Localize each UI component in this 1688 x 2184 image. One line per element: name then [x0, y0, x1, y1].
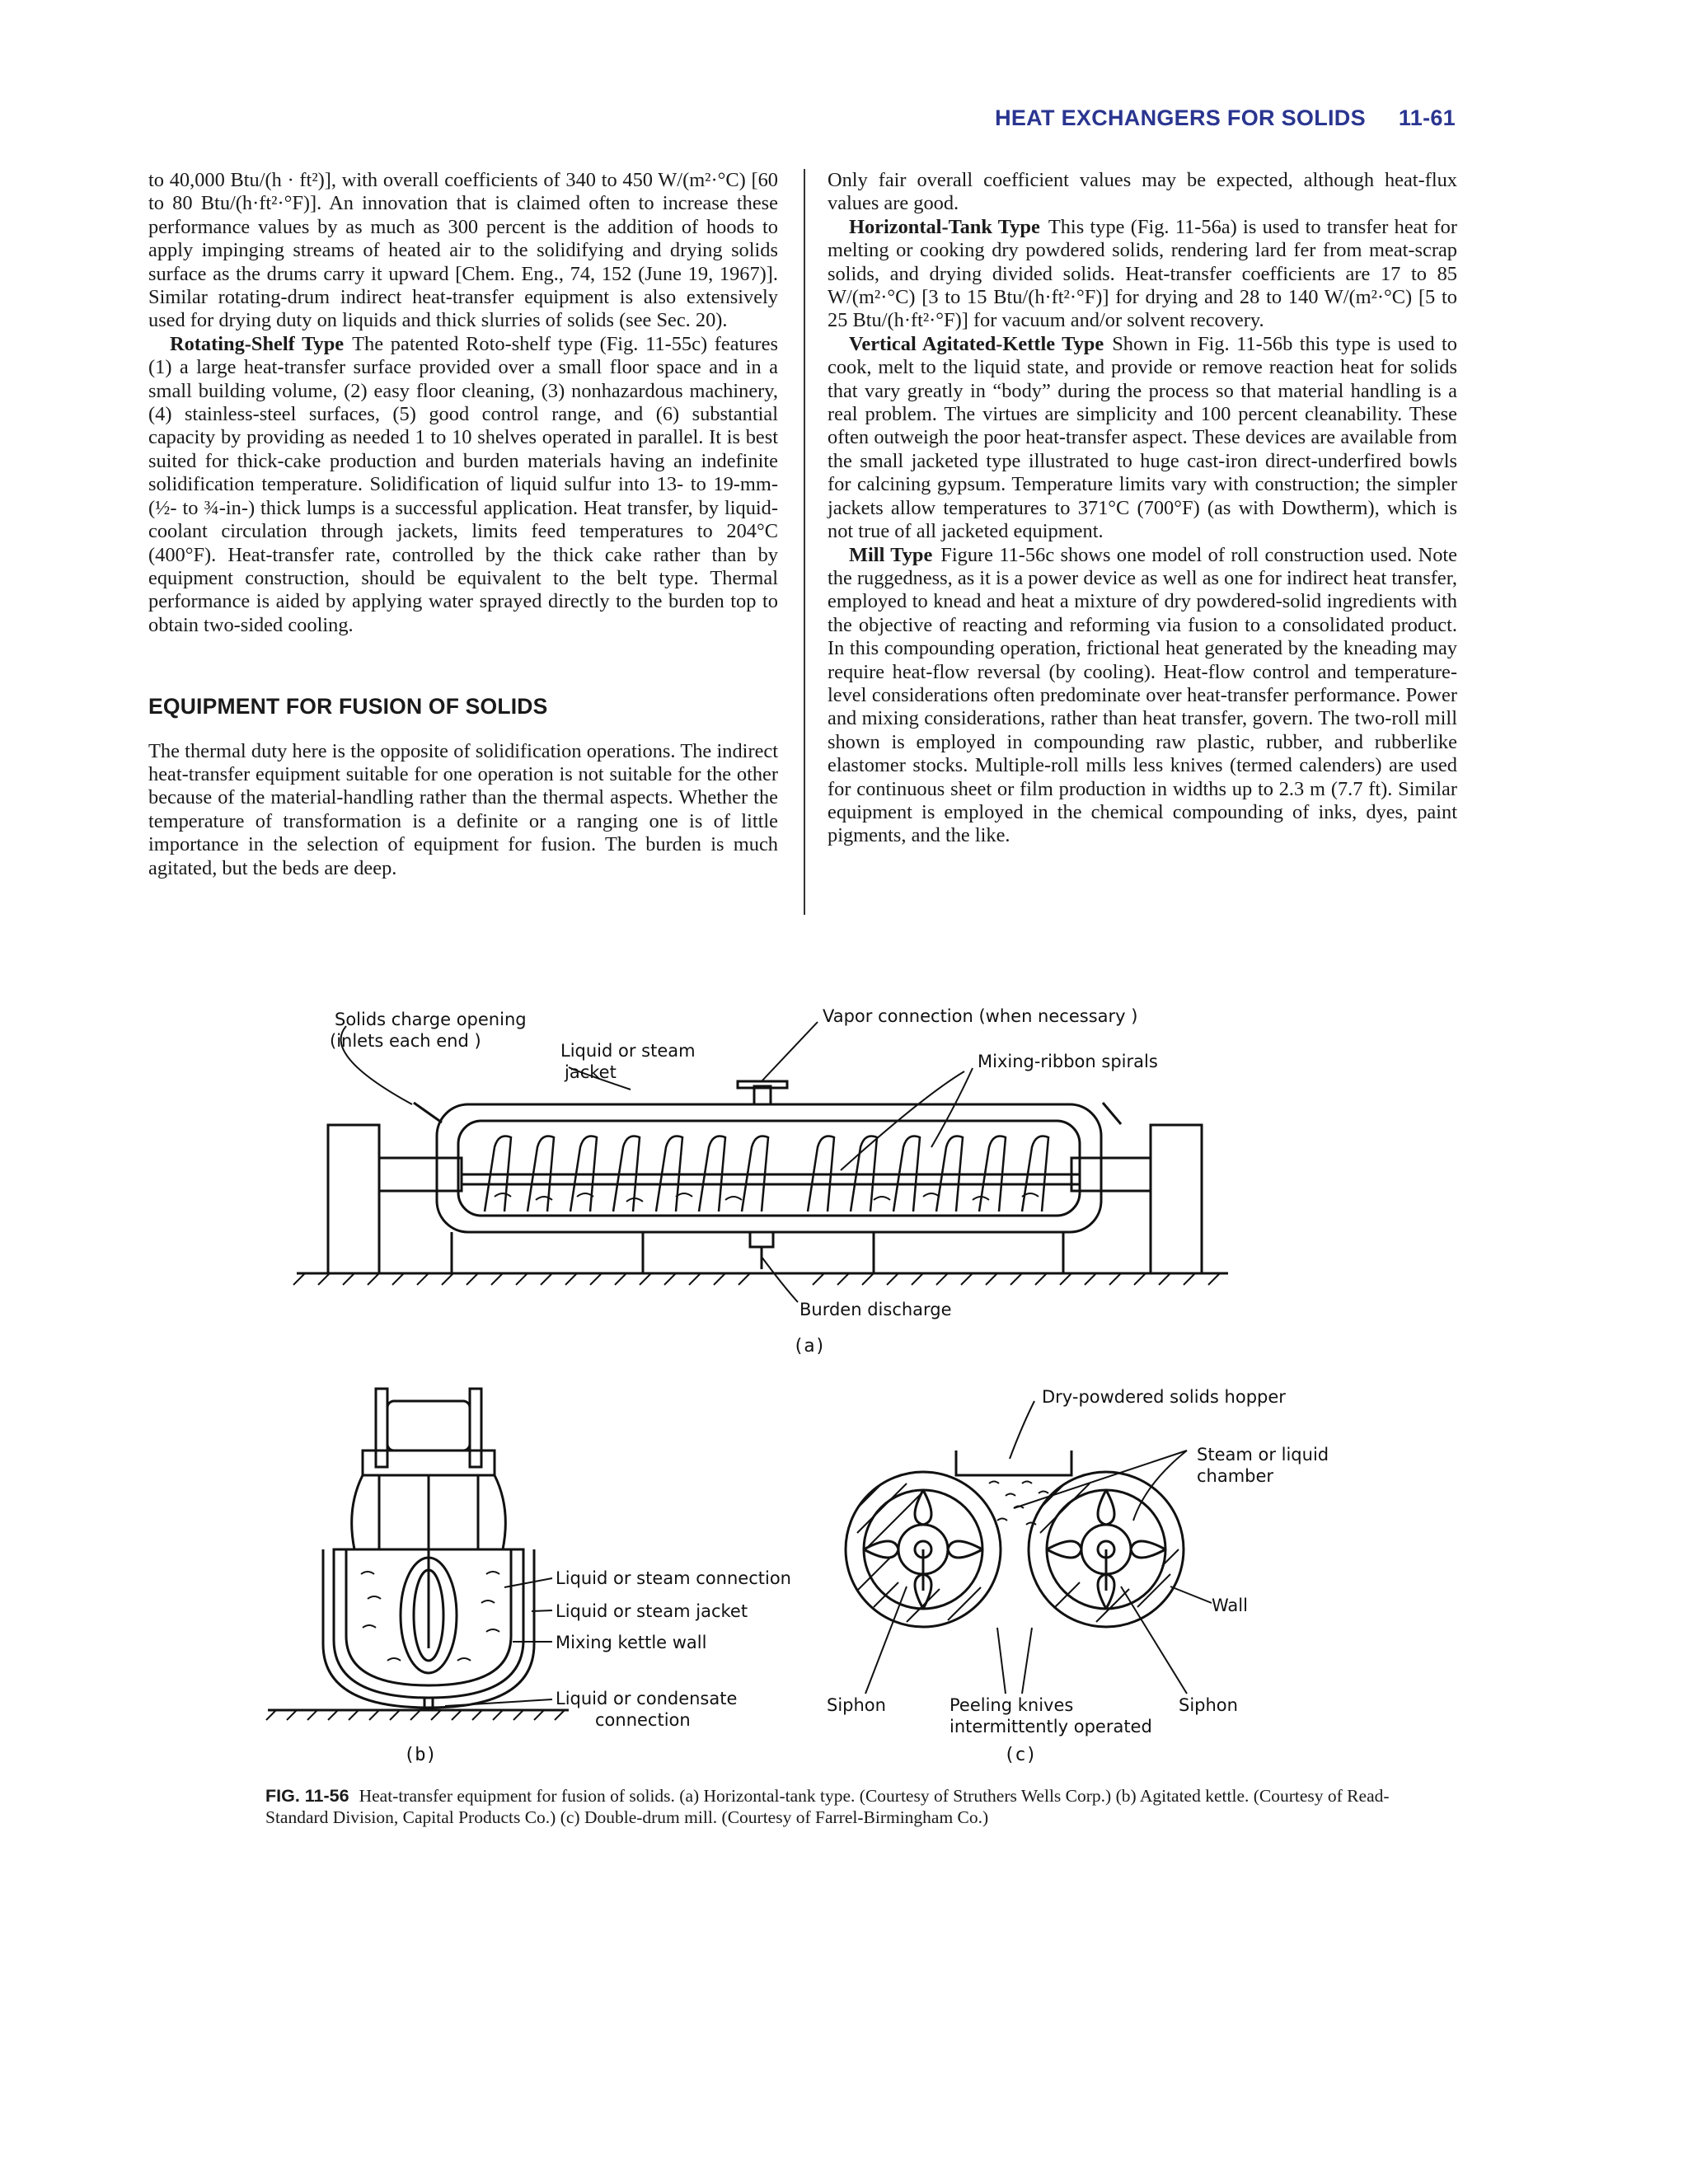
label-siphon-right: Siphon [1179, 1695, 1238, 1715]
label-roll-wall: Wall [1212, 1596, 1248, 1615]
paragraph-text: The patented Roto-shelf type (Fig. 11-55c) features (1) a large heat-transfer surface provided over a small floor space and in a small building volume, (2) easy floor cleaning, (3) nonhazardous machinery, (4) stainless-steel surfaces, (5) good control range, and (6) substantial capacity by providing as needed 1 to 10 shelves operated in parallel. It is best suited for thick-cake production and burden materials having an indefinite solidification temperature. Solidification of liquid sulfur into 13- to 19-mm- (½- to ¾-in-) thick lumps is a successful application. Heat transfer, by liquid-coolant circulation through jackets, limits feed temperatures to 204°C (400°F). Heat-transfer rate, controlled by the thick cake rather than by equipment construction, should be equivalent to the belt type. Thermal performance is aided by applying water sprayed directly to the burden top to obtain two-sided cooling. [148, 332, 778, 636]
run-in-heading: Mill Type [849, 543, 933, 566]
section-running-title: HEAT EXCHANGERS FOR SOLIDS [995, 105, 1366, 130]
run-in-heading: Rotating-Shelf Type [170, 332, 345, 355]
label-mixing-ribbon: Mixing-ribbon spirals [978, 1052, 1158, 1071]
label-sub-a: (a) [793, 1336, 826, 1357]
column-divider [804, 169, 805, 915]
label-burden-discharge: Burden discharge [799, 1300, 952, 1319]
paragraph-drum-continued: to 40,000 Btu/(h · ft²)], with overall coefficients of 340 to 450 W/(m²·°C) [60 to 80 Btu/(h·ft²·°F)]. An innovation that is claimed often to increase these performance values by as much as 300 percent is the addition of hoods to apply impinging streams of heated air to the solidifying and drying solids surface as the drums carry it upward [Chem. Eng., 74, 152 (June 19, 1967)]. Similar rotating-drum indirect heat-transfer equipment is also extensively used for drying duty on liquids and thick slurries of solids (see Sec. 20). [148, 169, 778, 332]
section-heading: EQUIPMENT FOR FUSION OF SOLIDS [148, 694, 548, 719]
run-in-heading: Horizontal-Tank Type [849, 215, 1040, 238]
label-siphon-left: Siphon [827, 1695, 886, 1715]
paragraph-fusion-intro: The thermal duty here is the opposite of solidification operations. The indirect heat-transfer equipment suitable for one operation is not suitable for the other because of the material-handling rather than the thermal aspects. Whether the temperature of transformation is a definite or a ranging one is of little importance in the selection of equipment for fusion. The burden is much agitated, but the beds are deep. [148, 739, 778, 879]
run-in-heading: Vertical Agitated-Kettle Type [849, 332, 1104, 355]
left-column [148, 169, 778, 880]
label-knives-1: Peeling knives [950, 1695, 1074, 1715]
label-kettle-jacket: Liquid or steam jacket [556, 1601, 748, 1621]
figure-number: FIG. 11-56 [265, 1786, 349, 1806]
label-knives-2: intermittently operated [950, 1717, 1152, 1736]
figure-a-horizontal-tank [293, 1022, 1228, 1302]
figure-caption [265, 1785, 1436, 1828]
label-tank-jacket-2: jacket [565, 1062, 617, 1082]
paragraph-vertical-kettle [828, 333, 1457, 544]
figure-b-agitated-kettle [266, 1389, 569, 1720]
paragraph-horizontal-tank [828, 216, 1457, 333]
paragraph-coefficients: Only fair overall coefficient values may be expected, although heat-flux values are good. [828, 169, 1457, 215]
label-solids-charge-2: (inlets each end ) [330, 1031, 481, 1051]
caption-text: Heat-transfer equipment for fusion of solids. (a) Horizontal-tank type. (Courtesy of Struthers Wells Corp.) (b) Agitated kettle. (Courtesy of Read-Standard Division, Capital Products Co.) (c) Double-drum mill. (Courtesy of Farrel-Birmingham Co.) [265, 1786, 1390, 1827]
label-chamber-2: chamber [1197, 1466, 1274, 1486]
label-sub-b: (b) [404, 1745, 437, 1765]
page-number: 11-61 [1398, 105, 1456, 130]
paragraph-text: Figure 11-56c shows one model of roll construction used. Note the ruggedness, as it is a power device as well as one for indirect heat transfer, employed to knead and heat a mixture of dry powdered-solid ingredients with the objective of reacting and reforming via fusion to a consolidated product. In this compounding operation, frictional heat generated by the kneading may require heat-flow reversal (by cooling). Heat-flow control and temperature-level considerations often predominate over heat-transfer performance. Power and mixing considerations, rather than heat transfer, govern. The two-roll mill shown is employed in compounding raw plastic, rubber, and rubberlike elastomer stocks. Multiple-roll mills less knives (termed calenders) are used for continuous sheet or film production in widths up to 2.3 m (7.7 ft). Similar equipment is employed in the chemical compounding of inks, dyes, paint pigments, and the like. [828, 543, 1457, 847]
paragraph-text: Shown in Fig. 11-56b this type is used to cook, melt to the liquid state, and provide or remove reaction heat for solids that vary greatly in “body” during the process so that material handling is a real problem. The virtues are simplicity and 100 percent cleanability. These often outweigh the poor heat-transfer aspect. These devices are available from the small jacketed type illustrated to huge cast-iron direct-underfired bowls for calcining gypsum. Temperature limits vary with construction; the simpler jackets allow temperatures to 371°C (700°F) (as with Dowtherm), which is not true of all jacketed equipment. [828, 332, 1458, 543]
right-column [828, 169, 1457, 848]
label-hopper: Dry-powdered solids hopper [1042, 1387, 1286, 1407]
paragraph-text: This type (Fig. 11-56a) is used to transfer heat for melting or cooking dry powdered solids, rendering lard fer from meat-scrap solids, and drying divided solids. Heat-transfer coefficients are 17 to 85 W/(m²·°C) [3 to 15 Btu/(h·ft²·°F)] for drying and 28 to 140 W/(m²·°C) [5 to 25 Btu/(h·ft²·°F)] for vacuum and/or solvent recovery. [828, 215, 1457, 332]
label-sub-c: (c) [1004, 1745, 1037, 1765]
label-condensate-2: connection [595, 1710, 691, 1730]
label-tank-jacket-1: Liquid or steam [560, 1041, 696, 1061]
label-solids-charge-1: Solids charge opening [335, 1010, 527, 1029]
paragraph-mill-type [828, 544, 1457, 848]
label-vapor-connection: Vapor connection (when necessary ) [823, 1006, 1138, 1026]
figure-c-double-drum-mill [846, 1401, 1212, 1694]
label-condensate-1: Liquid or condensate [556, 1689, 738, 1708]
label-kettle-wall: Mixing kettle wall [556, 1633, 707, 1652]
paragraph-rotating-shelf [148, 333, 778, 637]
running-head [995, 105, 1456, 131]
label-chamber-1: Steam or liquid [1197, 1445, 1329, 1465]
label-kettle-connection: Liquid or steam connection [556, 1568, 791, 1588]
